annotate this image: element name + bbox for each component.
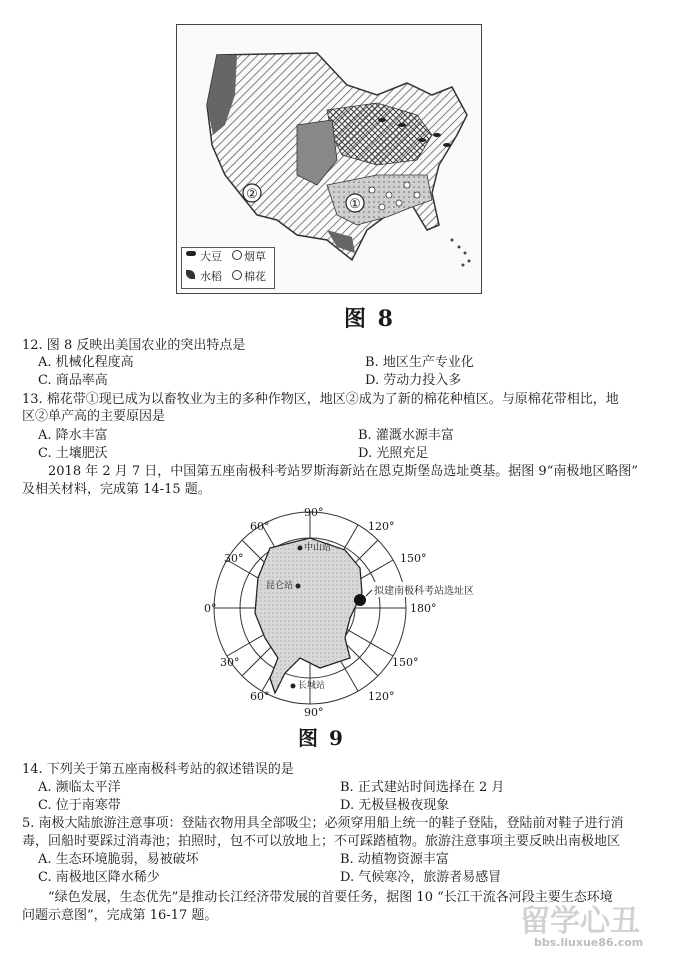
tobacco-icon	[232, 250, 242, 260]
watermark-url: bbs.liuxue86.com	[534, 936, 644, 949]
watermark-logo: 留学心丑	[520, 904, 640, 939]
rice-icon	[186, 270, 195, 279]
q13-option-d: D. 光照充足	[358, 446, 429, 461]
intro-16-line2: 问题示意图”，完成第 16-17 题。	[22, 908, 218, 923]
intro-14-line2: 及相关材料，完成第 14-15 题。	[22, 482, 211, 497]
q12-option-a: A. 机械化程度高	[38, 355, 134, 370]
lon-150-top: 150°	[400, 552, 427, 565]
q12-option-b: B. 地区生产专业化	[365, 355, 474, 370]
q14-stem: 14. 下列关于第五座南极科考站的叙述错误的是	[22, 762, 294, 777]
lon-60-bottom: 60°	[250, 690, 270, 703]
lon-30-bottom: 30°	[220, 656, 240, 669]
proposed-site-label: 拟建南极科考站选址区	[374, 582, 474, 597]
q15-stem-line2: 毒，回船时要踩过消毒池；拍照时，包不可以放地上；不可踩踏植物。旅游注意事项主要反映出南极地区	[22, 834, 621, 849]
figure-8-legend	[181, 247, 275, 289]
figure-9-caption: 图 9	[298, 726, 345, 750]
q12-option-c: C. 商品率高	[38, 373, 108, 388]
lon-90-top: 90°	[304, 506, 324, 519]
q13-stem-line2: 区②单产高的主要原因是	[22, 409, 166, 424]
q15-option-b: B. 动植物资源丰富	[340, 852, 449, 867]
q12-option-d: D. 劳动力投入多	[365, 373, 462, 388]
cotton-icon	[232, 270, 242, 280]
station-kunlun: 昆仑站	[266, 581, 294, 591]
legend-soybean: 大豆	[200, 250, 222, 263]
q13-stem-line1: 13. 棉花带①现已成为以畜牧业为主的多种作物区，地区②成为了新的棉花种植区。与原棉花带相比，地	[22, 392, 619, 407]
marker-one-label: ①	[349, 197, 361, 212]
antarctica-map-graphic	[200, 508, 496, 718]
legend-cotton: 棉花	[244, 270, 266, 283]
figure-9-map	[200, 508, 496, 718]
station-zhongshan: 中山站	[304, 543, 332, 553]
soybean-icon	[186, 251, 196, 256]
lon-60-top: 60°	[250, 520, 270, 533]
q12-stem: 12. 图 8 反映出美国农业的突出特点是	[22, 338, 246, 353]
marker-two-label: ②	[246, 187, 258, 202]
figure-8-map	[176, 24, 482, 294]
q13-option-a: A. 降水丰富	[38, 428, 108, 443]
q14-option-c: C. 位于南寒带	[38, 798, 121, 813]
lon-180: 180°	[410, 602, 437, 615]
q15-option-c: C. 南极地区降水稀少	[38, 870, 160, 885]
q15-stem-line1: 5. 南极大陆旅游注意事项：登陆衣物用具全部吸尘；必须穿用船上统一的鞋子登陆，登陆前对鞋子进行消	[22, 816, 624, 831]
lon-90-bottom: 90°	[304, 706, 324, 719]
lon-120-bottom: 120°	[368, 690, 395, 703]
station-changcheng: 长城站	[298, 681, 326, 691]
q15-option-a: A. 生态环境脆弱，易被破坏	[38, 852, 199, 867]
legend-tobacco: 烟草	[244, 250, 266, 263]
q15-option-d: D. 气候寒冷，旅游者易感冒	[340, 870, 502, 885]
lon-0: 0°	[204, 602, 217, 615]
lon-120-top: 120°	[368, 520, 395, 533]
q13-option-c: C. 土壤肥沃	[38, 446, 108, 461]
intro-14-line1: 2018 年 2 月 7 日，中国第五座南极科考站罗斯海新站在恩克斯堡岛选址奠基。据图 9“南极地区略图”	[48, 464, 638, 479]
lon-30-top: 30°	[224, 552, 244, 565]
figure-8-caption: 图 8	[344, 306, 395, 332]
lon-150-bottom: 150°	[392, 656, 419, 669]
q14-option-a: A. 濒临太平洋	[38, 780, 121, 795]
intro-16-line1: “绿色发展，生态优先”是推动长江经济带发展的首要任务，据图 10 “长江干流各河段主要生态环境	[48, 890, 613, 905]
legend-rice: 水稻	[200, 270, 222, 283]
q13-option-b: B. 灌溉水源丰富	[358, 428, 454, 443]
q14-option-d: D. 无极昼极夜现象	[340, 798, 450, 813]
q14-option-b: B. 正式建站时间选择在 2 月	[340, 780, 505, 795]
